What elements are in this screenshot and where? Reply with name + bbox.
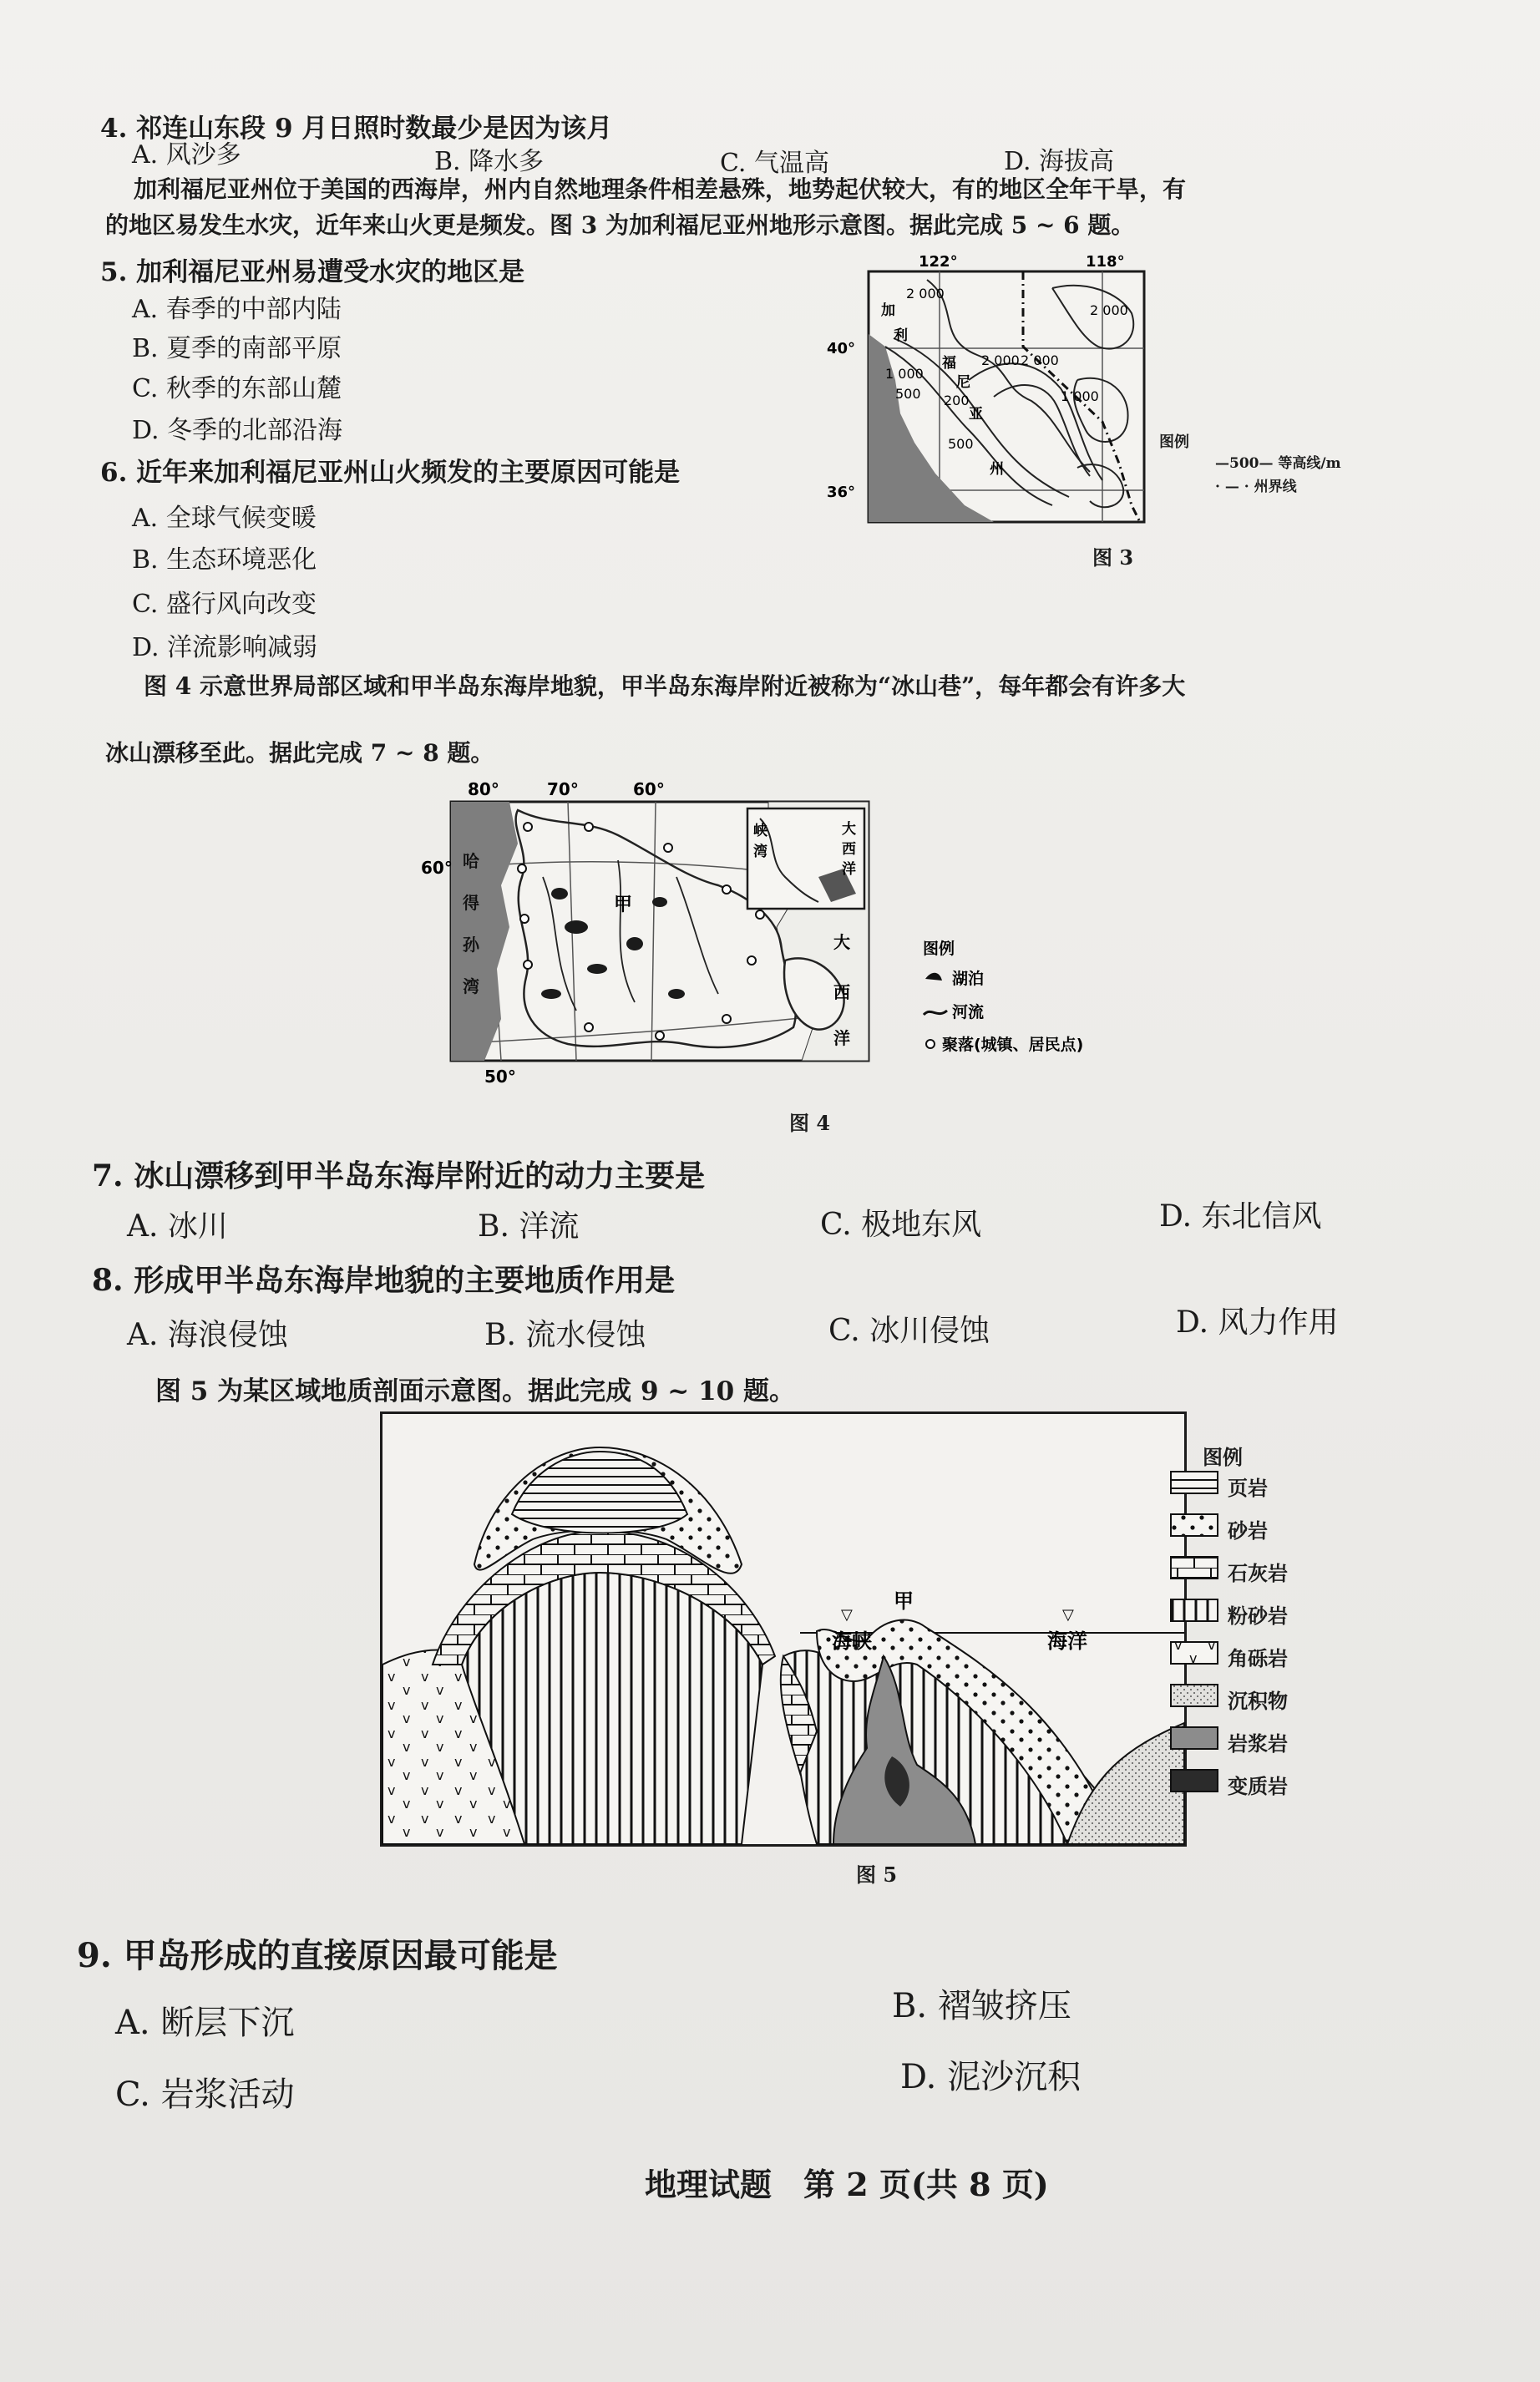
fig4-legend-river: 河流 bbox=[952, 1003, 985, 1021]
lat-60-label: 60° bbox=[421, 858, 453, 878]
q7-option-a: A. 冰川 bbox=[127, 1209, 228, 1244]
ocean-water-marker: ▽ bbox=[1062, 1606, 1074, 1624]
intro-9-10: 图 5 为某区域地质剖面示意图。据此完成 9 ~ 10 题。 bbox=[155, 1376, 796, 1406]
inset-atlantic-char-1: 大 bbox=[842, 821, 856, 838]
settlement-7 bbox=[722, 885, 731, 894]
lon-118-label: 118° bbox=[1086, 253, 1125, 271]
lake-7 bbox=[668, 989, 685, 999]
legend-limestone-swatch bbox=[1171, 1557, 1218, 1579]
q7-option-c: C. 极地东风 bbox=[820, 1208, 982, 1242]
atlantic-char-2: 西 bbox=[833, 982, 850, 1002]
labrador-map-svg bbox=[421, 777, 1219, 1087]
state-char-5: 亚 bbox=[969, 406, 983, 423]
bay-char-3: 孙 bbox=[463, 935, 479, 955]
contour-label-2000-ne: 2 000 bbox=[1090, 302, 1128, 318]
legend-shale: 页岩 bbox=[1228, 1476, 1268, 1500]
intro-7-8-line2: 冰山漂移至此。据此完成 7 ~ 8 题。 bbox=[105, 739, 494, 767]
state-char-6: 州 bbox=[990, 461, 1004, 478]
state-char-4: 尼 bbox=[956, 374, 970, 391]
legend-sediment: 沉积物 bbox=[1228, 1689, 1288, 1713]
legend-siltstone-swatch bbox=[1171, 1599, 1218, 1621]
q8-option-c: C. 冰川侵蚀 bbox=[828, 1314, 990, 1348]
lat-50-label: 50° bbox=[484, 1067, 516, 1087]
settlement-12 bbox=[585, 1023, 593, 1031]
legend-metamorphic-swatch bbox=[1171, 1770, 1218, 1792]
q4-option-b: B. 降水多 bbox=[434, 147, 545, 176]
bay-char-2: 得 bbox=[463, 893, 479, 913]
fig5-legend-title: 图例 bbox=[1203, 1445, 1243, 1469]
q9-stem: 9. 甲岛形成的直接原因最可能是 bbox=[77, 1936, 558, 1975]
inset-atlantic-char-3: 洋 bbox=[842, 861, 856, 878]
q4-option-d: D. 海拔高 bbox=[1004, 147, 1115, 176]
q7-stem: 7. 冰山漂移到甲半岛东海岸附近的动力主要是 bbox=[92, 1158, 706, 1194]
q8-option-b: B. 流水侵蚀 bbox=[484, 1318, 646, 1352]
q6-option-b: B. 生态环境恶化 bbox=[132, 545, 317, 575]
island-jia-label: 甲 bbox=[894, 1589, 914, 1613]
legend-breccia-swatch bbox=[1171, 1642, 1218, 1664]
legend-sandstone-swatch bbox=[1171, 1514, 1218, 1536]
q6-stem: 6. 近年来加利福尼亚州山火频发的主要原因可能是 bbox=[100, 458, 681, 488]
atlantic-char-1: 大 bbox=[833, 932, 850, 952]
inset-atlantic-char-2: 西 bbox=[842, 841, 856, 858]
bay-char-1: 哈 bbox=[463, 851, 479, 871]
figure-5-cross-section bbox=[380, 1411, 1187, 1847]
legend-sediment-swatch bbox=[1171, 1685, 1218, 1706]
fig3-legend-contour: —500— 等高线/m bbox=[1215, 455, 1341, 472]
contour-label-1000-e: 1 000 bbox=[1061, 388, 1099, 404]
fig3-legend-border: · — · 州界线 bbox=[1215, 479, 1297, 495]
fig4-legend-lake: 湖泊 bbox=[952, 970, 985, 988]
lon-122-label: 122° bbox=[919, 253, 958, 271]
fig5-caption: 图 5 bbox=[856, 1863, 898, 1887]
q6-option-a: A. 全球气候变暖 bbox=[132, 504, 317, 533]
settlement-6 bbox=[664, 844, 672, 852]
legend-magma: 岩浆岩 bbox=[1228, 1731, 1288, 1756]
lake-5 bbox=[652, 897, 667, 907]
q9-option-d: D. 泥沙沉积 bbox=[900, 2058, 1082, 2096]
q6-option-c: C. 盛行风向改变 bbox=[132, 590, 317, 619]
settlement-9 bbox=[747, 956, 756, 965]
q7-option-d: D. 东北信风 bbox=[1159, 1199, 1322, 1234]
q9-option-b: B. 褶皱挤压 bbox=[892, 1987, 1071, 2025]
cross-section-svg bbox=[382, 1414, 1184, 1844]
settlement-11 bbox=[656, 1031, 664, 1040]
q5-option-a: A. 春季的中部内陆 bbox=[132, 295, 342, 324]
q5-stem: 5. 加利福尼亚州易遭受水灾的地区是 bbox=[100, 257, 525, 287]
contour-label-2000-mid2: 2 000 bbox=[1021, 352, 1059, 368]
lake-6 bbox=[541, 989, 561, 999]
contour-label-2000-mid: 2 000 bbox=[981, 352, 1020, 368]
legend-limestone: 石灰岩 bbox=[1228, 1561, 1288, 1585]
contour-label-2000-nw: 2 000 bbox=[906, 286, 945, 302]
lat-36-label: 36° bbox=[827, 484, 856, 501]
legend-magma-swatch bbox=[1171, 1727, 1218, 1749]
legend-breccia: 角砾岩 bbox=[1228, 1646, 1288, 1670]
fig4-legend-title: 图例 bbox=[923, 940, 955, 958]
lon-60-label: 60° bbox=[633, 779, 665, 799]
q4-stem: 4. 祁连山东段 9 月日照时数最少是因为该月 bbox=[100, 114, 613, 144]
fig5-legend bbox=[1169, 1441, 1361, 1825]
legend-river-icon bbox=[924, 1011, 947, 1015]
lat-40-label: 40° bbox=[827, 340, 856, 357]
fig3-caption: 图 3 bbox=[1092, 545, 1134, 570]
legend-siltstone: 粉砂岩 bbox=[1228, 1604, 1288, 1628]
contour-label-500-w: 500 bbox=[895, 386, 921, 402]
fig4-legend-settlement: 聚落(城镇、居民点) bbox=[942, 1036, 1084, 1054]
q6-option-d: D. 洋流影响减弱 bbox=[132, 633, 318, 662]
settlement-5 bbox=[585, 823, 593, 831]
settlement-1 bbox=[524, 823, 532, 831]
q8-stem: 8. 形成甲半岛东海岸地貌的主要地质作用是 bbox=[92, 1263, 676, 1298]
intro-5-6-line1: 加利福尼亚州位于美国的西海岸，州内自然地理条件相差悬殊，地势起伏较大，有的地区全年干旱，有 bbox=[134, 175, 1187, 203]
lake-3 bbox=[587, 964, 607, 974]
california-map-svg bbox=[802, 255, 1219, 530]
q8-option-a: A. 海浪侵蚀 bbox=[127, 1318, 288, 1352]
lake-4 bbox=[626, 937, 643, 950]
q5-option-d: D. 冬季的北部沿海 bbox=[132, 416, 343, 445]
legend-settlement-icon bbox=[926, 1040, 935, 1048]
settlement-3 bbox=[520, 915, 529, 923]
state-char-2: 利 bbox=[894, 327, 908, 344]
q9-option-c: C. 岩浆活动 bbox=[115, 2075, 295, 2114]
q5-option-c: C. 秋季的东部山麓 bbox=[132, 374, 342, 403]
intro-7-8-line1: 图 4 示意世界局部区域和甲半岛东海岸地貌，甲半岛东海岸附近被称为“冰山巷”，每年都会有许多大 bbox=[144, 672, 1186, 700]
strait-water-marker: ▽ bbox=[841, 1606, 853, 1624]
lon-70-label: 70° bbox=[547, 779, 579, 799]
page-footer: 地理试题 第 2 页(共 8 页) bbox=[645, 2166, 1049, 2203]
intro-5-6-line2: 的地区易发生水灾，近年来山火更是频发。图 3 为加利福尼亚州地形示意图。据此完成 5 ~ 6 题。 bbox=[105, 211, 1135, 239]
q5-option-b: B. 夏季的南部平原 bbox=[132, 334, 342, 363]
q4-option-c: C. 气温高 bbox=[720, 149, 829, 178]
contour-label-1000-w: 1 000 bbox=[885, 366, 924, 382]
legend-metamorphic: 变质岩 bbox=[1228, 1774, 1288, 1798]
state-char-1: 加 bbox=[881, 302, 895, 319]
q4-option-a: A. 风沙多 bbox=[132, 140, 241, 170]
fig4-caption: 图 4 bbox=[789, 1111, 831, 1135]
settlement-10 bbox=[722, 1015, 731, 1023]
inset-fjord-char-2: 湾 bbox=[753, 844, 767, 860]
settlement-4 bbox=[524, 960, 532, 969]
settlement-2 bbox=[518, 864, 526, 873]
peninsula-jia-label: 甲 bbox=[614, 895, 633, 915]
ocean-label: 海洋 bbox=[1047, 1629, 1087, 1653]
lake-2 bbox=[565, 920, 588, 934]
contour-label-200: 200 bbox=[944, 393, 970, 408]
legend-shale-swatch bbox=[1171, 1472, 1218, 1493]
inset-fjord-char-1: 峡 bbox=[753, 823, 767, 839]
legend-sandstone: 砂岩 bbox=[1228, 1518, 1268, 1543]
q7-option-b: B. 洋流 bbox=[478, 1209, 580, 1244]
contour-label-500-s: 500 bbox=[948, 436, 974, 452]
lon-80-label: 80° bbox=[468, 779, 499, 799]
q9-option-a: A. 断层下沉 bbox=[115, 2004, 295, 2042]
legend-lake-icon bbox=[925, 973, 942, 981]
state-char-3: 福 bbox=[942, 355, 956, 372]
bay-char-4: 湾 bbox=[463, 976, 479, 996]
strait-label: 海峡 bbox=[832, 1629, 872, 1653]
settlement-8 bbox=[756, 910, 764, 919]
figure-4-labrador-map bbox=[421, 777, 1219, 1087]
q8-option-d: D. 风力作用 bbox=[1176, 1305, 1339, 1340]
figure-3-california-map bbox=[802, 255, 1219, 530]
atlantic-char-3: 洋 bbox=[833, 1028, 850, 1048]
lake-1 bbox=[551, 888, 568, 900]
fig3-legend-title: 图例 bbox=[1159, 433, 1189, 451]
